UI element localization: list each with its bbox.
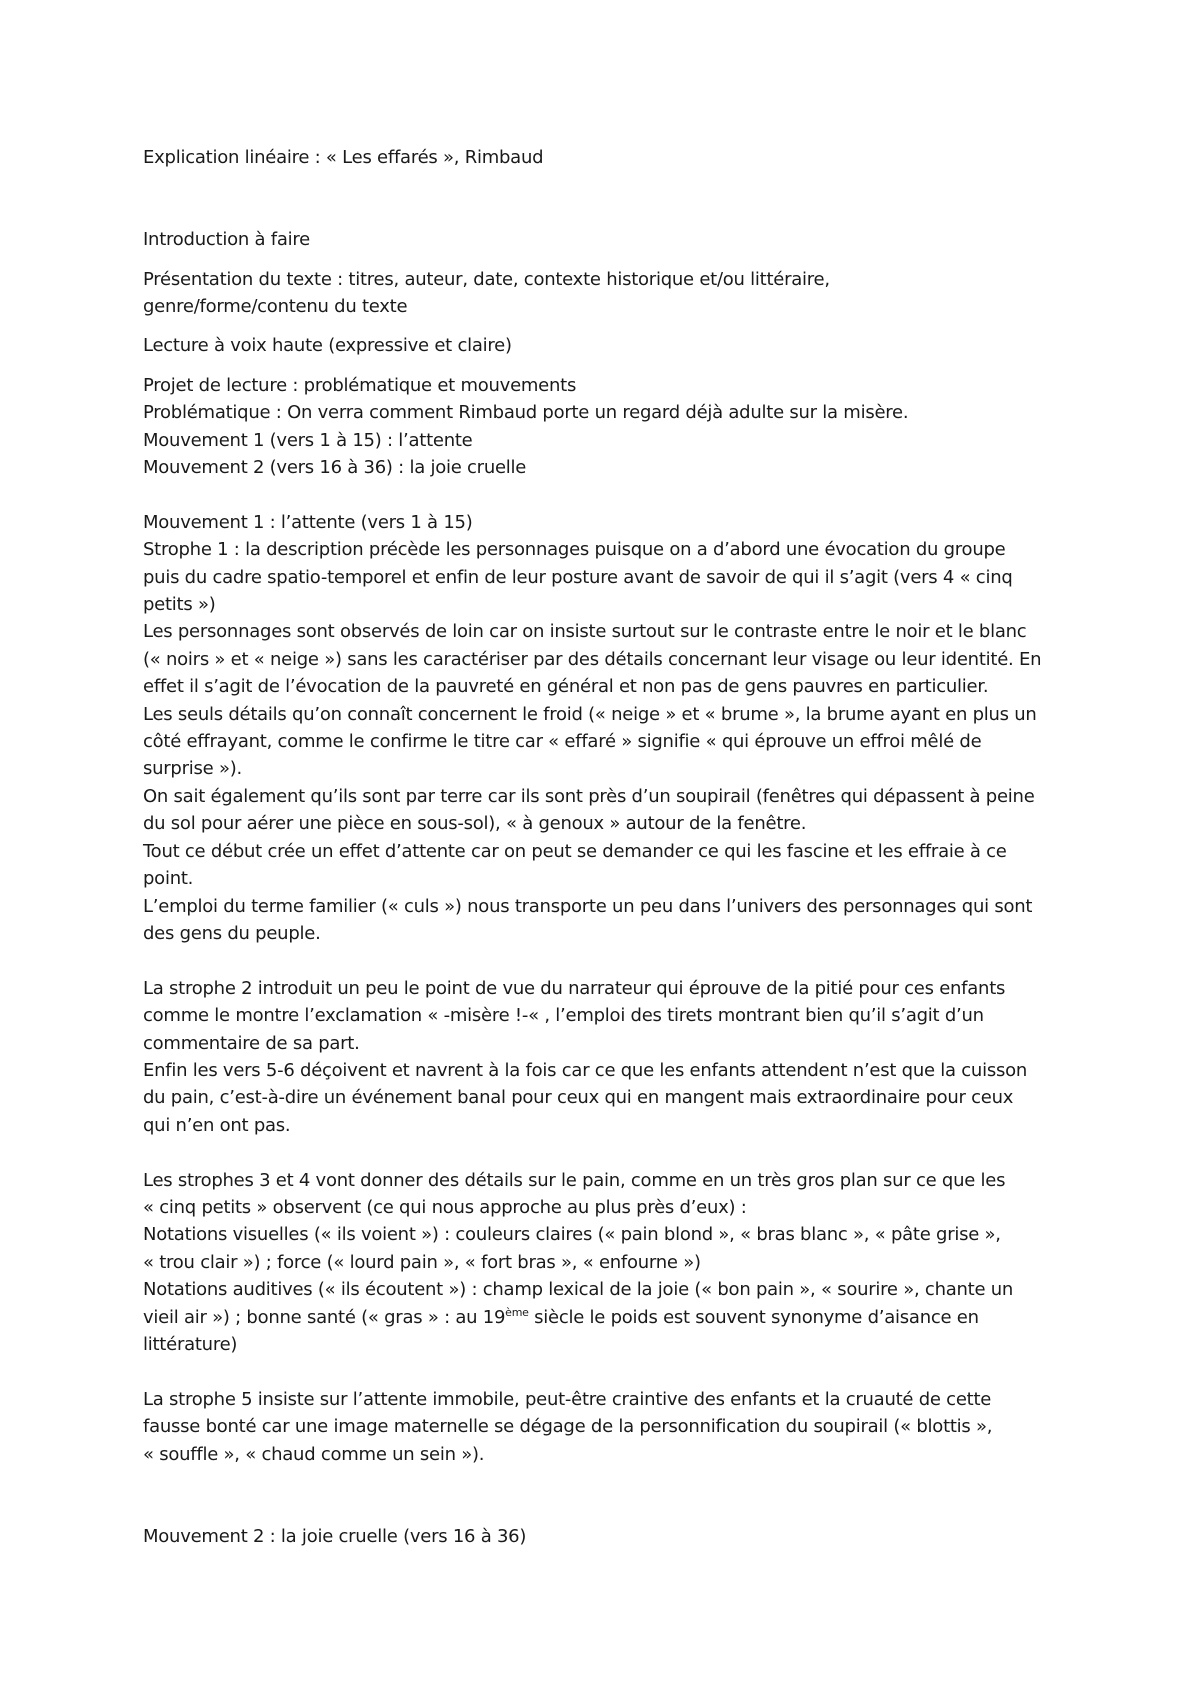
text-line: genre/forme/contenu du texte [143, 296, 408, 317]
text-line: Mouvement 1 (vers 1 à 15) : l’attente [143, 429, 473, 451]
text-line: « trou clair ») ; force (« lourd pain », « fort bras », « enfourne ») [143, 1251, 701, 1273]
text-line: Les personnages sont observés de loin car on insiste surtout sur le contraste entre le noir et le blanc [143, 621, 1027, 643]
text-line: surprise »). [143, 758, 242, 780]
text-line: petits ») [143, 594, 216, 616]
text-line: qui n’en ont pas. [143, 1114, 291, 1136]
text-line: « cinq petits » observent (ce qui nous approche au plus près d’eux) : [143, 1196, 747, 1218]
text-line: effet il s’agit de l’évocation de la pauvreté en général et non pas de gens pauvres en particulier. [143, 676, 989, 698]
text-line: commentaire de sa part. [143, 1032, 360, 1054]
text-line: Notations visuelles (« ils voient ») : couleurs claires (« pain blond », « bras blanc », « pâte grise », [143, 1224, 1001, 1246]
text-line-with-superscript [143, 1304, 1063, 1331]
text-line: « souffle », « chaud comme un sein »). [143, 1443, 485, 1465]
intro-heading: Introduction à faire [143, 229, 310, 251]
superscript: ème [505, 1305, 529, 1319]
text-line: puis du cadre spatio-temporel et enfin de leur posture avant de savoir de qui il s’agit (vers 4 « cinq [143, 566, 1013, 588]
text-line: Mouvement 2 (vers 16 à 36) : la joie cruelle [143, 457, 527, 479]
text-line: Projet de lecture : problématique et mouvements [143, 374, 577, 396]
strophe5-paragraph [143, 1386, 1063, 1468]
text-line: Tout ce début crée un effet d’attente car on peut se demander ce qui les fascine et les effraie à ce [143, 840, 1007, 862]
intro-presentation [143, 266, 1063, 321]
text-line: côté effrayant, comme le confirme le titre car « effaré » signifie « qui éprouve un effroi mêlé de [143, 731, 982, 753]
text-line: du pain, c’est-à-dire un événement banal pour ceux qui en mangent mais extraordinaire pour ceux [143, 1087, 1014, 1109]
intro-projet [143, 372, 1063, 482]
text-line: littérature) [143, 1333, 238, 1355]
document-title: Explication linéaire : « Les effarés », Rimbaud [143, 147, 544, 168]
text-line: fausse bonté car une image maternelle se dégage de la personnification du soupirail (« blottis », [143, 1416, 993, 1438]
text-line: Notations auditives (« ils écoutent ») : champ lexical de la joie (« bon pain », « sourire », chante un [143, 1279, 1014, 1301]
text-span: siècle le poids est souvent synonyme d’aisance en [528, 1306, 979, 1328]
text-line: Strophe 1 : la description précède les personnages puisque on a d’abord une évocation du groupe [143, 539, 1006, 561]
text-line: Présentation du texte : titres, auteur, date, contexte historique et/ou littéraire, [143, 268, 830, 290]
strophe1-paragraph [143, 536, 1063, 947]
text-line: La strophe 5 insiste sur l’attente immobile, peut-être craintive des enfants et la cruauté de cette [143, 1388, 992, 1410]
text-line: des gens du peuple. [143, 922, 321, 944]
text-line: Les seuls détails qu’on connaît concernent le froid (« neige » et « brume », la brume ayant en plus un [143, 703, 1037, 725]
text-line: La strophe 2 introduit un peu le point de vue du narrateur qui éprouve de la pitié pour ces enfants [143, 977, 1006, 999]
text-line: du sol pour aérer une pièce en sous-sol), « à genoux » autour de la fenêtre. [143, 813, 807, 835]
mouvement1-heading: Mouvement 1 : l’attente (vers 1 à 15) [143, 511, 473, 533]
text-line: Problématique : On verra comment Rimbaud porte un regard déjà adulte sur la misère. [143, 402, 909, 424]
text-line: On sait également qu’ils sont par terre car ils sont près d’un soupirail (fenêtres qui dépassent à peine [143, 785, 1035, 807]
text-line: L’emploi du terme familier (« culs ») nous transporte un peu dans l’univers des personnages qui sont [143, 895, 1033, 917]
strophes34-paragraph [143, 1167, 1063, 1359]
text-line: point. [143, 868, 194, 890]
text-line: Les strophes 3 et 4 vont donner des détails sur le pain, comme en un très gros plan sur ce que les [143, 1169, 1006, 1191]
strophe2-paragraph [143, 975, 1063, 1139]
text-line: comme le montre l’exclamation « -misère !-« , l’emploi des tirets montrant bien qu’il s’agit d’un [143, 1005, 984, 1027]
mouvement2-heading: Mouvement 2 : la joie cruelle (vers 16 à 36) [143, 1525, 527, 1547]
intro-lecture: Lecture à voix haute (expressive et claire) [143, 335, 512, 357]
text-line: (« noirs » et « neige ») sans les caractériser par des détails concernant leur visage ou leur identité. En [143, 648, 1042, 670]
document-body [143, 144, 1063, 1550]
text-line: Enfin les vers 5-6 déçoivent et navrent à la fois car ce que les enfants attendent n’est que la cuisson [143, 1059, 1028, 1081]
text-span: vieil air ») ; bonne santé (« gras » : au 19 [143, 1306, 506, 1328]
